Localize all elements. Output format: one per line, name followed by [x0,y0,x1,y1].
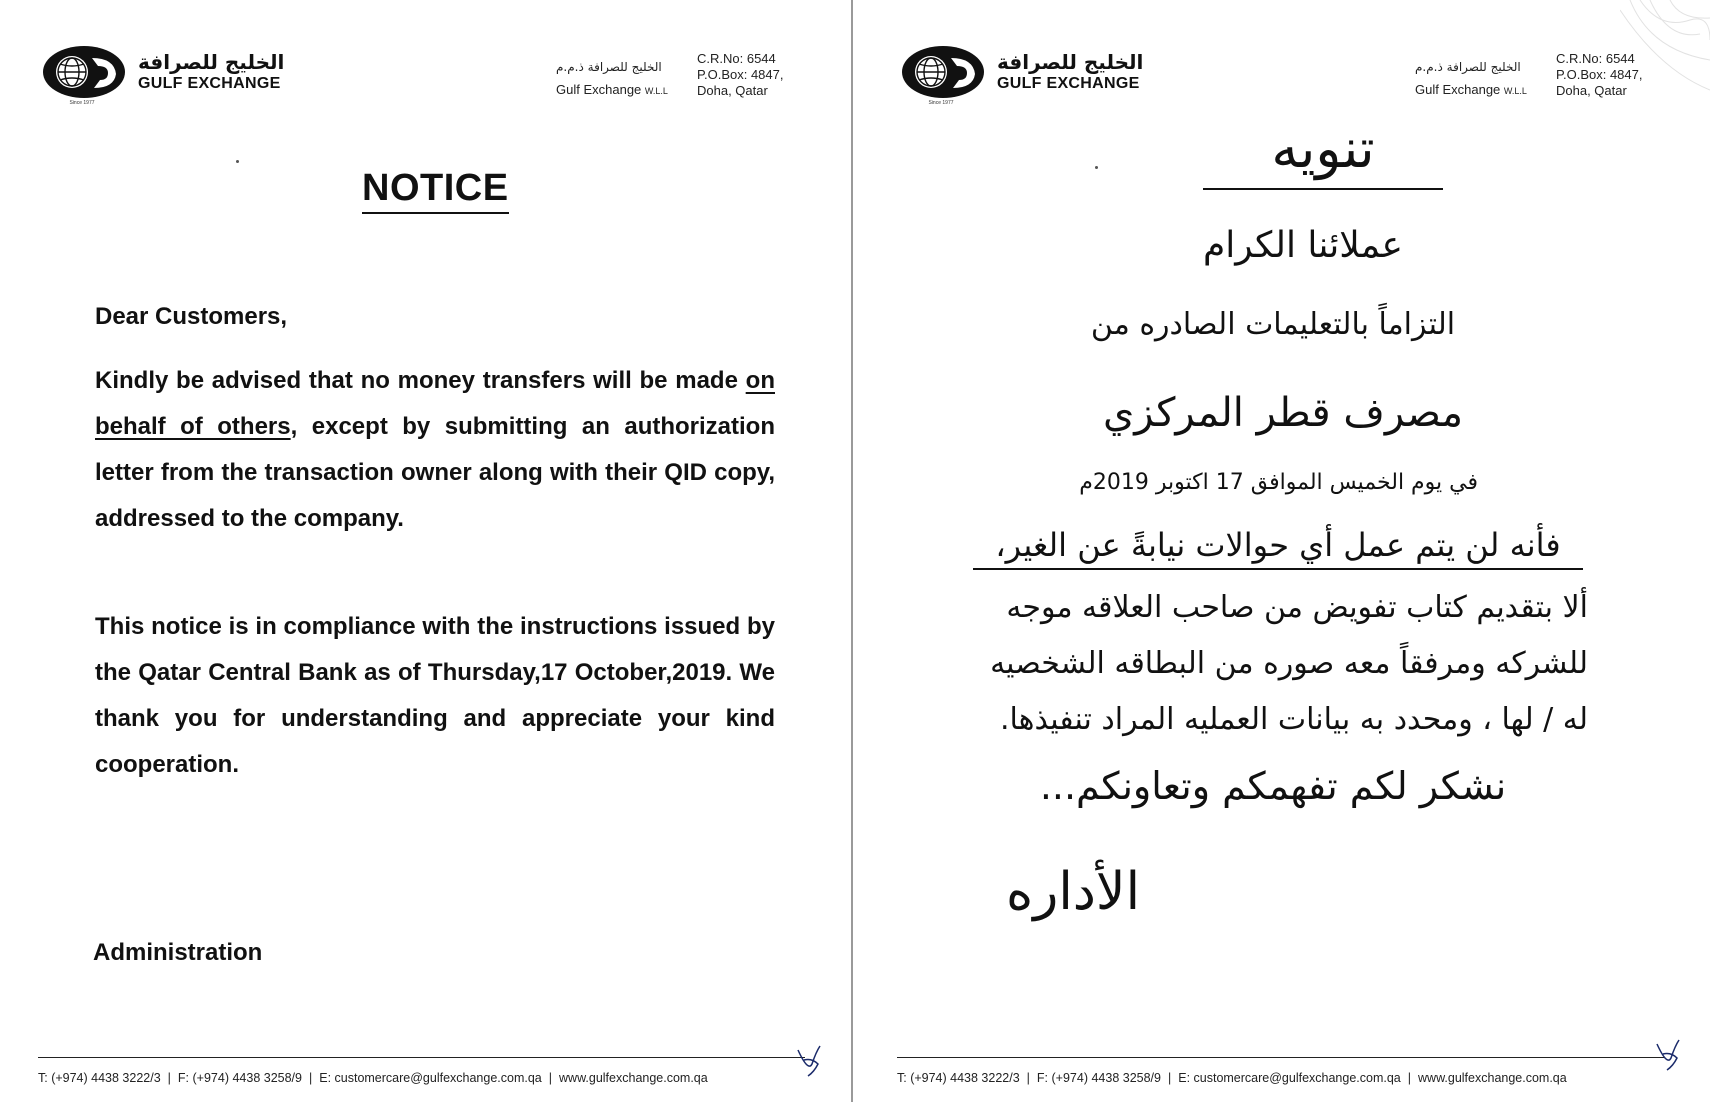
arabic-signoff: الأداره [1005,862,1141,922]
since-label: Since 1977 [928,100,954,106]
gulf-exchange-globe-logo [901,44,986,106]
footer-separator: | [1407,1071,1412,1085]
company-name-english [1415,82,1527,97]
footer-contacts [38,1071,708,1085]
brand-name-english: GULF EXCHANGE [997,75,1140,92]
arabic-compliance-line: التزاماً بالتعليمات الصادره من [1090,307,1456,342]
company-name: Gulf Exchange [556,82,642,97]
brand-name-arabic: الخليج للصرافة [138,50,285,74]
arabic-notice-page [853,0,1710,1102]
english-notice-page [0,0,851,1102]
cr-number: C.R.No: 6544 [1556,51,1635,66]
brand-name-english: GULF EXCHANGE [138,75,281,92]
footer-email: E: customercare@gulfexchange.com.qa [319,1071,542,1085]
po-box: P.O.Box: 4847, [1556,67,1643,82]
arabic-bank-name: مصرف قطر المركزي [1103,390,1463,436]
footer-separator: | [1026,1071,1030,1085]
po-box: P.O.Box: 4847, [697,67,784,82]
footer-rule [38,1057,805,1058]
signoff: Administration [93,939,263,966]
arabic-salutation: عملائنا الكرام [1202,225,1404,266]
company-suffix: W.L.L [644,86,668,96]
company-name-arabic: الخليج للصرافة ذ.م.م [1415,60,1521,74]
footer-phone: T: (+974) 4438 3222/3 [897,1071,1020,1085]
footer-separator: | [167,1071,171,1085]
para1-start: Kindly be advised that no money transfers will be made [95,367,746,394]
initials-mark-icon [1653,1036,1683,1072]
notice-paragraph-1 [95,358,775,542]
footer-rule [897,1057,1664,1058]
footer-fax: F: (+974) 4438 3258/9 [1036,1071,1161,1085]
company-name-english [556,82,668,97]
arabic-body-line-3: له / لها ، ومحدد به بيانات العمليه المراد تنفيذها. [1000,702,1588,737]
arabic-thanks: نشكر لكم تفهمكم وتعاونكم... [1039,764,1507,808]
since-label: Since 1977 [69,100,95,106]
arabic-notice-title: تنويه [1203,110,1443,190]
on-behalf-of-others: on behalf of others [95,367,775,440]
para1-end: , except by submitting an authorization letter from the transaction owner along with their QID copy, addressed to the company. [95,413,776,532]
city: Doha, Qatar [697,83,768,98]
arabic-body-line-2: للشركه ومرفقاً معه صوره من البطاقه الشخصيه [990,646,1588,681]
brand-name-arabic: الخليج للصرافة [997,50,1144,74]
company-name: Gulf Exchange [1415,82,1501,97]
greeting: Dear Customers, [95,303,288,330]
scan-speck [1095,166,1098,169]
city: Doha, Qatar [1556,83,1627,98]
footer-website: www.gulfexchange.com.qa [559,1071,708,1085]
footer-separator: | [308,1071,313,1085]
cr-number: C.R.No: 6544 [697,51,776,66]
footer-website: www.gulfexchange.com.qa [1418,1071,1567,1085]
footer-separator: | [1167,1071,1172,1085]
footer-separator: | [548,1071,553,1085]
company-suffix: W.L.L [1503,86,1527,96]
company-address [1556,51,1643,99]
scan-speck [236,160,239,163]
footer-fax: F: (+974) 4438 3258/9 [177,1071,302,1085]
footer-email: E: customercare@gulfexchange.com.qa [1178,1071,1401,1085]
notice-title: NOTICE [362,166,509,214]
company-address [697,51,784,99]
company-name-arabic: الخليج للصرافة ذ.م.م [556,60,662,74]
initials-mark-icon [794,1042,824,1078]
arabic-statement: فأنه لن يتم عمل أي حوالات نيابةً عن الغير، [973,522,1583,570]
arabic-body-line-1: ألا بتقديم كتاب تفويض من صاحب العلاقه موجه [1006,590,1588,625]
notice-paragraph-2: This notice is in compliance with the instructions issued by the Qatar Central Bank as of Thursday,17 October,2019. We thank you for understanding and appreciate your kind cooperation. [95,613,775,778]
footer-contacts [897,1071,1567,1085]
footer-phone: T: (+974) 4438 3222/3 [38,1071,161,1085]
gulf-exchange-globe-logo [42,44,127,106]
arabic-date: في يوم الخميس الموافق 17 اكتوبر 2019م [1079,470,1478,495]
